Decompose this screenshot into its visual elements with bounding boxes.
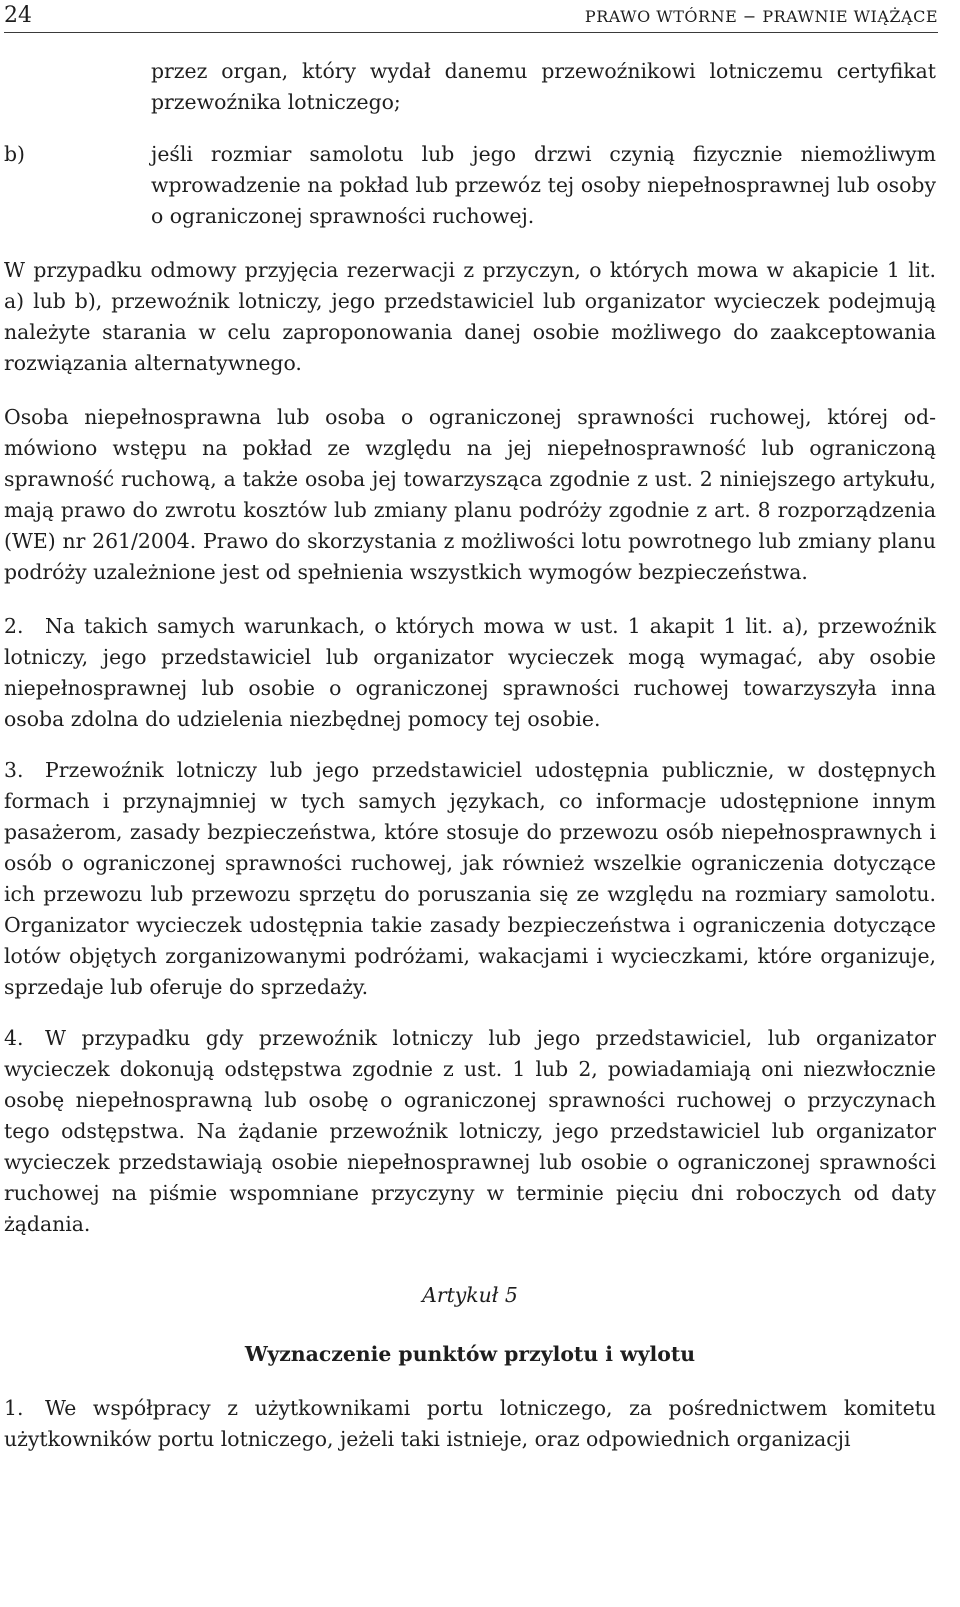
page-body (4, 56, 936, 1455)
paragraph-3-text: Przewoźnik lotniczy lub jego przedstawiciel udostępnia publicznie, w dostępnych formach i przynajmniej w tych samych językach, co informacje udostępnione innym pasażerom, zasady bezpieczeństwa, które stosuje do przewozu osób niepełnosprawnych i osób o ograniczonej sprawności ruchowej, jak również wszelkie ograniczenia dotyczące ich przewozu lub przewozu sprzętu do poruszania się ze względu na rozmiary samolotu. Organizator wycieczek udostępnia takie zasady bezpieczeństwa i ograniczenia dotyczące lotów objętych zorganizowanymi podróżami, wakacjami i wycieczkami, które organizuje, sprzedaje lub oferuje do sprzedaży. (4, 758, 936, 999)
article-5-paragraph-1-number: 1. (4, 1396, 24, 1420)
paragraph-2-text: Na takich samych warunkach, o których mowa w ust. 1 akapit 1 lit. a), przewoźnik lotniczy, jego przedstawiciel lub organizator wycieczek mogą wymagać, aby osobie niepełnosprawnej lub osobie o ograniczonej sprawności ruchowej towarzyszyła inna osoba zdolna do udzielenia niezbędnej pomocy tej osobie. (4, 614, 936, 731)
continuation-paragraph: przez organ, który wydał danemu przewoźnikowi lotniczemu certyfikat przewoźnika lotniczego; (151, 59, 936, 114)
paragraph-2 (4, 611, 936, 735)
article-heading: Wyznaczenie punktów przylotu i wylotu (244, 1342, 696, 1366)
paragraph-3-number: 3. (4, 758, 24, 782)
paragraph-4-text: W przypadku gdy przewoźnik lotniczy lub jego przedstawiciel, lub organizator wycieczek dokonują odstępstwa zgodnie z ust. 1 lub 2, powiadamiają oni niezwłocznie osobę niepełnosprawną lub osobę o ograniczonej sprawności ruchowej o przyczynach tego odstępstwa. Na żądanie przewoźnik lotniczy, jego przedstawiciel lub organizator wycieczek przedstawiają osobie niepełnosprawnej lub osobie o ograniczonej sprawności ruchowej na piśmie wspomniane przyczyny w terminie pięciu dni roboczych od daty żądania. (4, 1026, 936, 1236)
denied-boarding-paragraph: Osoba niepełnosprawna lub osoba o ograniczonej sprawności ruchowej, której odmówiono wstępu na pokład ze względu na jej niepełnosprawność lub ograniczoną sprawność ruchową, a także osoba jej towarzysząca zgodnie z ust. 2 niniejszego artykułu, mają prawo do zwrotu kosztów lub zmiany planu podróży zgodnie z art. 8 rozporządzenia (WE) nr 261/2004. Prawo do skorzystania z możliwości lotu powrotnego lub zmiany planu podróży uzależnione jest od spełnienia wszystkich wymogów bezpieczeństwa. (4, 405, 936, 584)
page-number: 24 (4, 3, 32, 28)
page-header (4, 2, 938, 33)
paragraph-4-number: 4. (4, 1026, 24, 1050)
article-title: Artykuł 5 (422, 1283, 518, 1307)
article-5-paragraph-1-text: We współpracy z użytkownikami portu lotniczego, za pośrednictwem komitetu użytkowników portu lotniczego, jeżeli taki istnieje, oraz odpowiednich organizacji (4, 1396, 936, 1451)
list-item-b (4, 139, 936, 232)
refusal-paragraph: W przypadku odmowy przyjęcia rezerwacji z przyczyn, o których mowa w akapicie 1 lit. a) lub b), przewoźnik lotniczy, jego przedstawiciel lub organizator wycieczek podejmują należyte starania w celu zaproponowania danej osobie możliwego do zaakceptowania rozwiązania alternatywnego. (4, 258, 936, 375)
paragraph-3 (4, 755, 936, 1003)
list-marker-b: b) (4, 142, 26, 166)
list-item-b-text: jeśli rozmiar samolotu lub jego drzwi czynią fizycznie niemożliwym wprowadzenie na pokład lub przewóz tej osoby niepełnosprawnej lub osoby o ograniczonej sprawności ruchowej. (151, 142, 936, 228)
paragraph-4 (4, 1023, 936, 1240)
article-5-paragraph-1 (4, 1393, 936, 1455)
running-head: PRAWO WTÓRNE − PRAWNIE WIĄŻĄCE (584, 7, 938, 26)
paragraph-2-number: 2. (4, 614, 24, 638)
